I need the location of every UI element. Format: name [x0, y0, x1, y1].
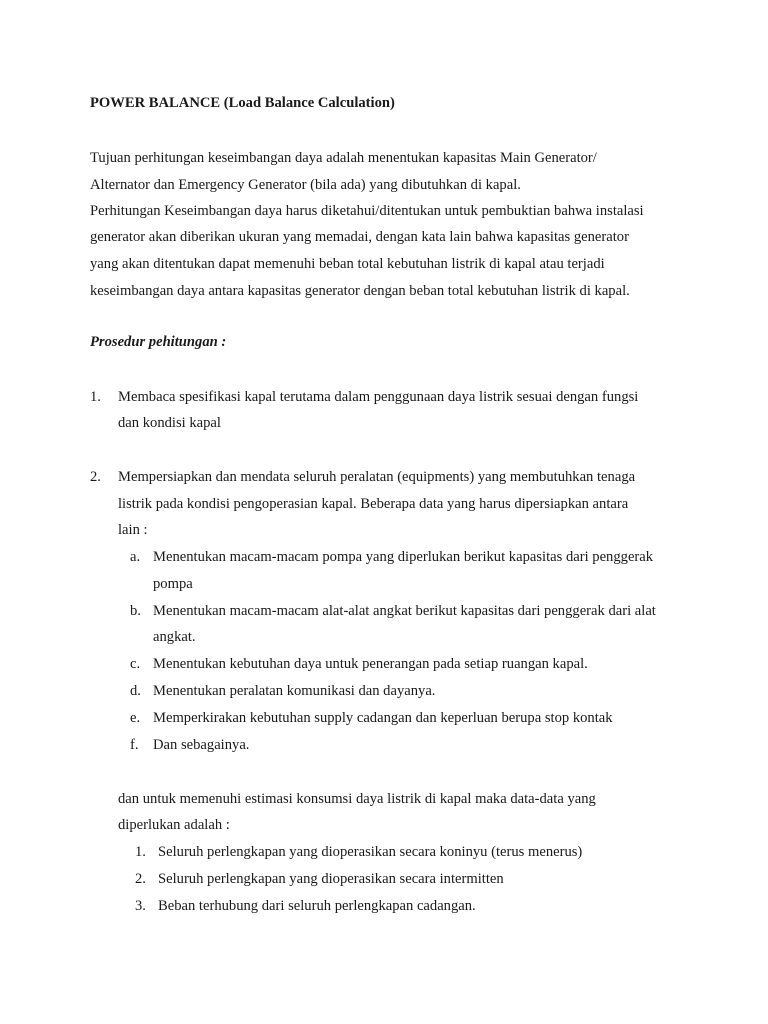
intro-line: keseimbangan daya antara kapasitas generator dengan beban total kebutuhan listrik di kapal. — [90, 283, 630, 299]
subitem-letter: b. — [130, 603, 141, 619]
intro-line: generator akan diberikan ukuran yang memadai, dengan kata lain bahwa kapasitas generator — [90, 229, 629, 245]
subitem-letter: e. — [130, 710, 141, 726]
subitem-letter: d. — [130, 683, 141, 699]
step-text-line: lain : — [118, 522, 148, 538]
step-text-line: listrik pada kondisi pengoperasian kapal. Beberapa data yang harus dipersiapkan antara — [118, 496, 629, 512]
procedure-heading: Prosedur pehitungan : — [90, 334, 227, 350]
step-number: 1. — [90, 389, 101, 405]
subitem-letter: c. — [130, 656, 141, 672]
intro-line: yang akan ditentukan dapat memenuhi beban total kebutuhan listrik di kapal atau terjadi — [90, 256, 605, 272]
step-text-line: dan kondisi kapal — [118, 415, 221, 431]
subitem-text-line: Menentukan peralatan komunikasi dan dayanya. — [153, 683, 436, 699]
estimation-item-text: Beban terhubung dari seluruh perlengkapan cadangan. — [158, 898, 476, 914]
document-title: POWER BALANCE (Load Balance Calculation) — [90, 95, 395, 111]
subitem-text-line: pompa — [153, 576, 193, 592]
estimation-item-number: 1. — [135, 844, 146, 860]
estimation-item-number: 3. — [135, 898, 146, 914]
estimation-line: dan untuk memenuhi estimasi konsumsi daya listrik di kapal maka data-data yang — [118, 791, 596, 807]
subitem-text-line: Menentukan kebutuhan daya untuk penerangan pada setiap ruangan kapal. — [153, 656, 588, 672]
estimation-item-text: Seluruh perlengkapan yang dioperasikan secara intermitten — [158, 871, 504, 887]
step-text-line: Mempersiapkan dan mendata seluruh peralatan (equipments) yang membutuhkan tenaga — [118, 469, 636, 485]
estimation-item-number: 2. — [135, 871, 146, 887]
subitem-letter: f. — [130, 737, 139, 753]
intro-line: Alternator dan Emergency Generator (bila ada) yang dibutuhkan di kapal. — [90, 177, 521, 193]
subitem-text-line: angkat. — [153, 629, 196, 645]
subitem-text-line: Menentukan macam-macam pompa yang diperlukan berikut kapasitas dari penggerak — [153, 549, 654, 565]
step-number: 2. — [90, 469, 101, 485]
intro-line: Perhitungan Keseimbangan daya harus diketahui/ditentukan untuk pembuktian bahwa instalasi — [90, 203, 644, 219]
subitem-letter: a. — [130, 549, 141, 565]
estimation-line: diperlukan adalah : — [118, 817, 230, 833]
subitem-text-line: Menentukan macam-macam alat-alat angkat berikut kapasitas dari penggerak dari alat — [153, 603, 656, 619]
estimation-item-text: Seluruh perlengkapan yang dioperasikan secara koninyu (terus menerus) — [158, 844, 583, 860]
step-text-line: Membaca spesifikasi kapal terutama dalam penggunaan daya listrik sesuai dengan fungsi — [118, 389, 639, 405]
subitem-text-line: Memperkirakan kebutuhan supply cadangan dan keperluan berupa stop kontak — [153, 710, 613, 726]
subitem-text-line: Dan sebagainya. — [153, 737, 250, 753]
intro-line: Tujuan perhitungan keseimbangan daya adalah menentukan kapasitas Main Generator/ — [90, 150, 597, 166]
